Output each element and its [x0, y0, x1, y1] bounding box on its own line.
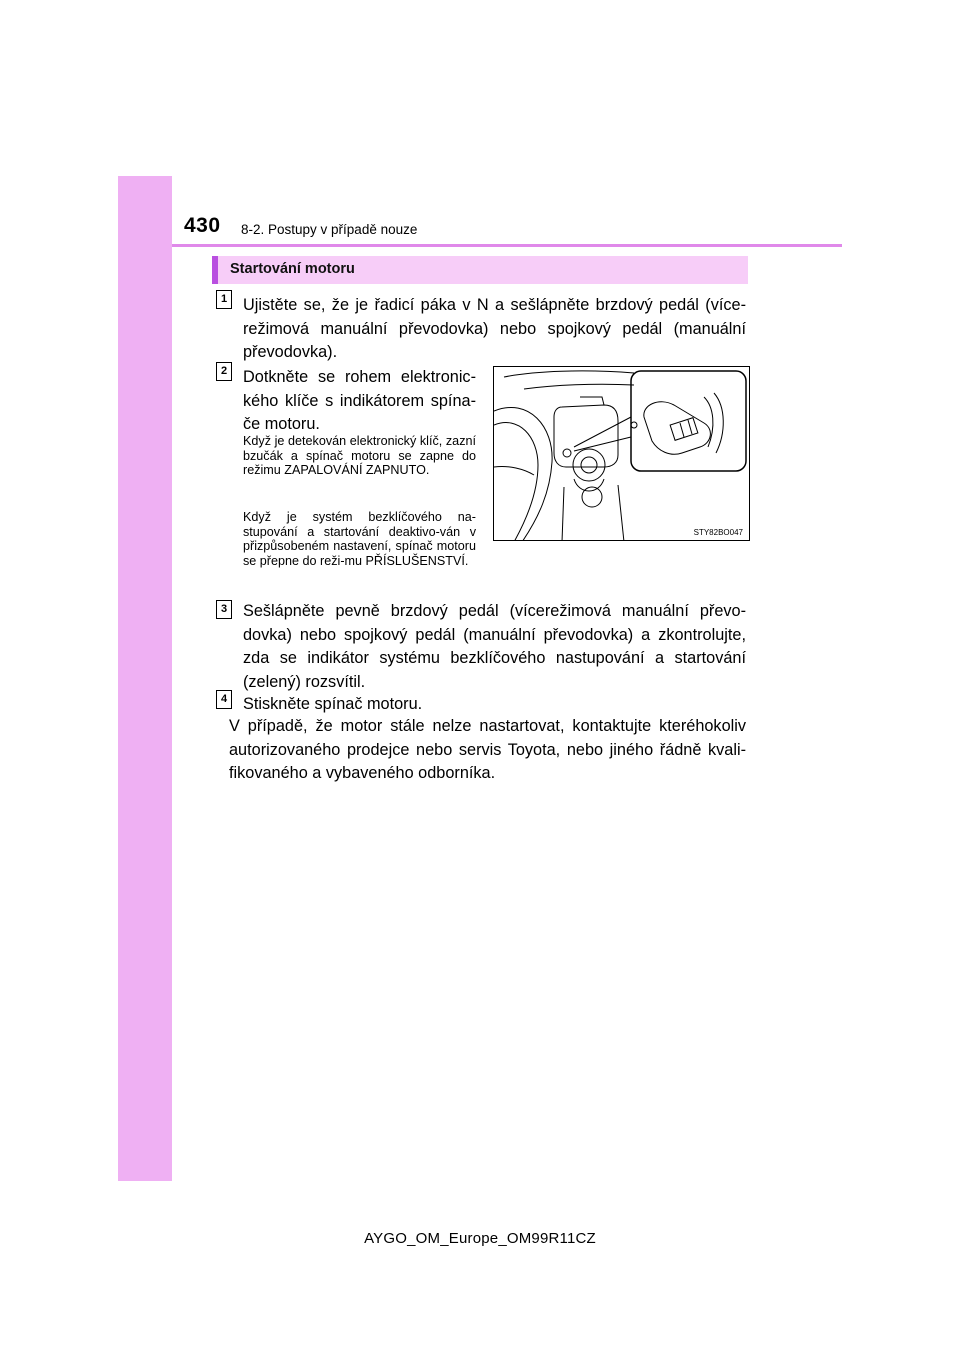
final-paragraph: V případě, že motor stále nelze nastartovat, kontaktujte kteréhokoliv autorizovaného prodejce nebo servis Toyota, nebo jiného řádně kvali-fikovaného a vybaveného odborníka.	[229, 717, 746, 782]
step-2-text: Dotkněte se rohem elektronic-kého klíče s indikátorem spína-če motoru.	[243, 368, 476, 433]
dashboard-key-drawing	[494, 367, 750, 541]
section-heading-bar	[212, 256, 748, 284]
section-path: 8-2. Postupy v případě nouze	[241, 222, 418, 237]
page-number: 430	[184, 214, 221, 237]
step-number-1: 1	[216, 290, 232, 309]
step-3-text: Sešlápněte pevně brzdový pedál (vícerežimová manuální převo-dovka) nebo spojkový pedál (manuální převodovka) a zkontrolujte, zda se indikátor systému bezklíčového nastupování a startování (zelený) rozsvítil.	[243, 602, 746, 691]
step-number-2: 2	[216, 362, 232, 381]
step-2-note-2: Když je systém bezklíčového na-stupování a startování deaktivo-ván v přizpůsobeném nastavení, spínač motoru se přepne do reži-mu PŘÍSLUŠENSTVÍ.	[243, 510, 476, 568]
step-1-text: Ujistěte se, že je řadicí páka v N a sešlápněte brzdový pedál (více-režimová manuální převodovka) nebo spojkový pedál (manuální převodovka).	[243, 296, 746, 361]
step-2-note-1: Když je detekován elektronický klíč, zazní bzučák a spínač motoru se zapne do režimu ZAPALOVÁNÍ ZAPNUTO.	[243, 434, 476, 478]
section-title: Startování motoru	[230, 261, 355, 277]
figure-code: STY82BO047	[693, 528, 743, 537]
step-4-text: Stiskněte spínač motoru.	[243, 695, 423, 713]
step-number-3: 3	[216, 600, 232, 619]
footer-doc-id: AYGO_OM_Europe_OM99R11CZ	[364, 1230, 596, 1247]
side-tab-bar	[118, 176, 172, 1181]
header-rule	[172, 244, 842, 247]
engine-switch-illustration	[493, 366, 750, 541]
step-number-4: 4	[216, 690, 232, 709]
